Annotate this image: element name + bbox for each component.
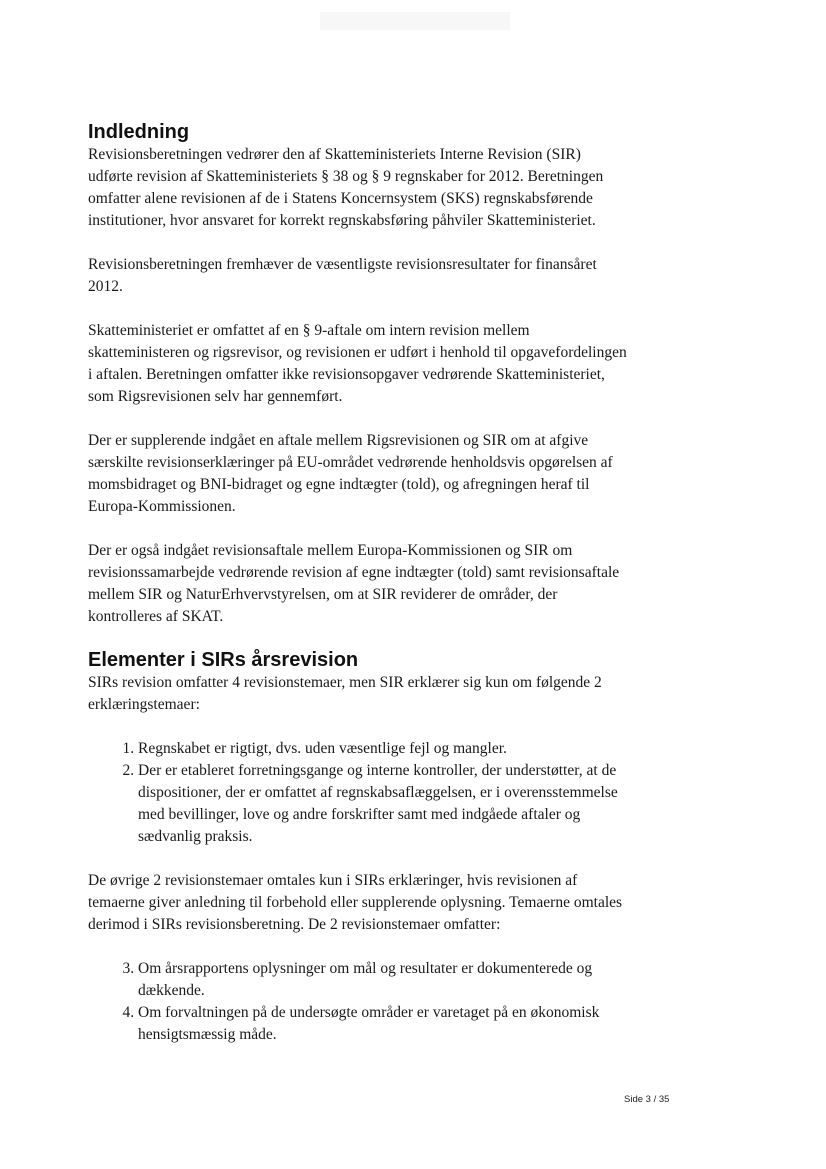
page-number: Side 3 / 35: [624, 1094, 670, 1105]
intro-paragraph-2: Revisionsberetningen fremhæver de væsentligste revisionsresultater for finansåret 2012.: [88, 256, 597, 295]
list-item: 4. Om forvaltningen på de undersøgte områder er varetaget på en økonomisk hensigtsmæssig måde.: [138, 1002, 628, 1046]
header-band: [320, 12, 510, 30]
declaration-themes-list: [88, 738, 628, 848]
document-content: [88, 120, 628, 1068]
intro-paragraph-1: Revisionsberetningen vedrører den af Skatteministeriets Interne Revision (SIR) udførte revision af Skatteministeriets § 38 og § 9 regnskaber for 2012. Beretningen omfatter alene revisionen af de i Statens Koncernsystem (SKS) regnskabsførende institutioner, hvor ansvaret for korrekt regnskabsføring påhviler Skatteministeriet.: [88, 146, 604, 229]
list-item: 3. Om årsrapportens oplysninger om mål og resultater er dokumenterede og dækkende.: [138, 958, 628, 1002]
heading-elementer: Elementer i SIRs årsrevision: [88, 649, 359, 671]
elements-middle-paragraph: De øvrige 2 revisionstemaer omtales kun i SIRs erklæringer, hvis revisionen af temaerne giver anledning til forbehold eller supplerende oplysning. Temaerne omtales derimod i SIRs revisionsberetning. De 2 revisionstemaer omfatter:: [88, 872, 623, 933]
other-themes-list: [88, 958, 628, 1046]
intro-paragraph-4: Der er supplerende indgået en aftale mellem Rigsrevisionen og SIR om at afgive særskilte revisionserklæringer på EU-området vedrørende henholdsvis opgørelsen af momsbidraget og BNI-bidraget og egne indtægter (told), og afregningen heraf til Europa-Kommissionen.: [88, 432, 613, 515]
list-item: 1. Regnskabet er rigtigt, dvs. uden væsentlige fejl og mangler.: [138, 738, 628, 760]
heading-indledning: Indledning: [88, 121, 190, 143]
intro-paragraph-5: Der er også indgået revisionsaftale mellem Europa-Kommissionen og SIR om revisionssamarbejde vedrørende revision af egne indtægter (told) samt revisionsaftale mellem SIR og NaturErhvervstyrelsen, om at SIR reviderer de områder, der kontrolleres af SKAT.: [88, 542, 620, 625]
intro-paragraph-3: Skatteministeriet er omfattet af en § 9-aftale om intern revision mellem skatteministeren og rigsrevisor, og revisionen er udført i henhold til opgavefordelingen i aftalen. Beretningen omfatter ikke revisionsopgaver vedrørende Skatteministeriet, som Rigsrevisionen selv har gennemført.: [88, 322, 627, 405]
elements-lead-paragraph: SIRs revision omfatter 4 revisionstemaer, men SIR erklærer sig kun om følgende 2 erklæringstemaer:: [88, 674, 602, 713]
list-item: 2. Der er etableret forretningsgange og interne kontroller, der understøtter, at de dispositioner, der er omfattet af regnskabsaflæggelsen, er i overensstemmelse med bevillinger, love og andre forskrifter samt med indgåede aftaler og sædvanlig praksis.: [138, 760, 628, 848]
